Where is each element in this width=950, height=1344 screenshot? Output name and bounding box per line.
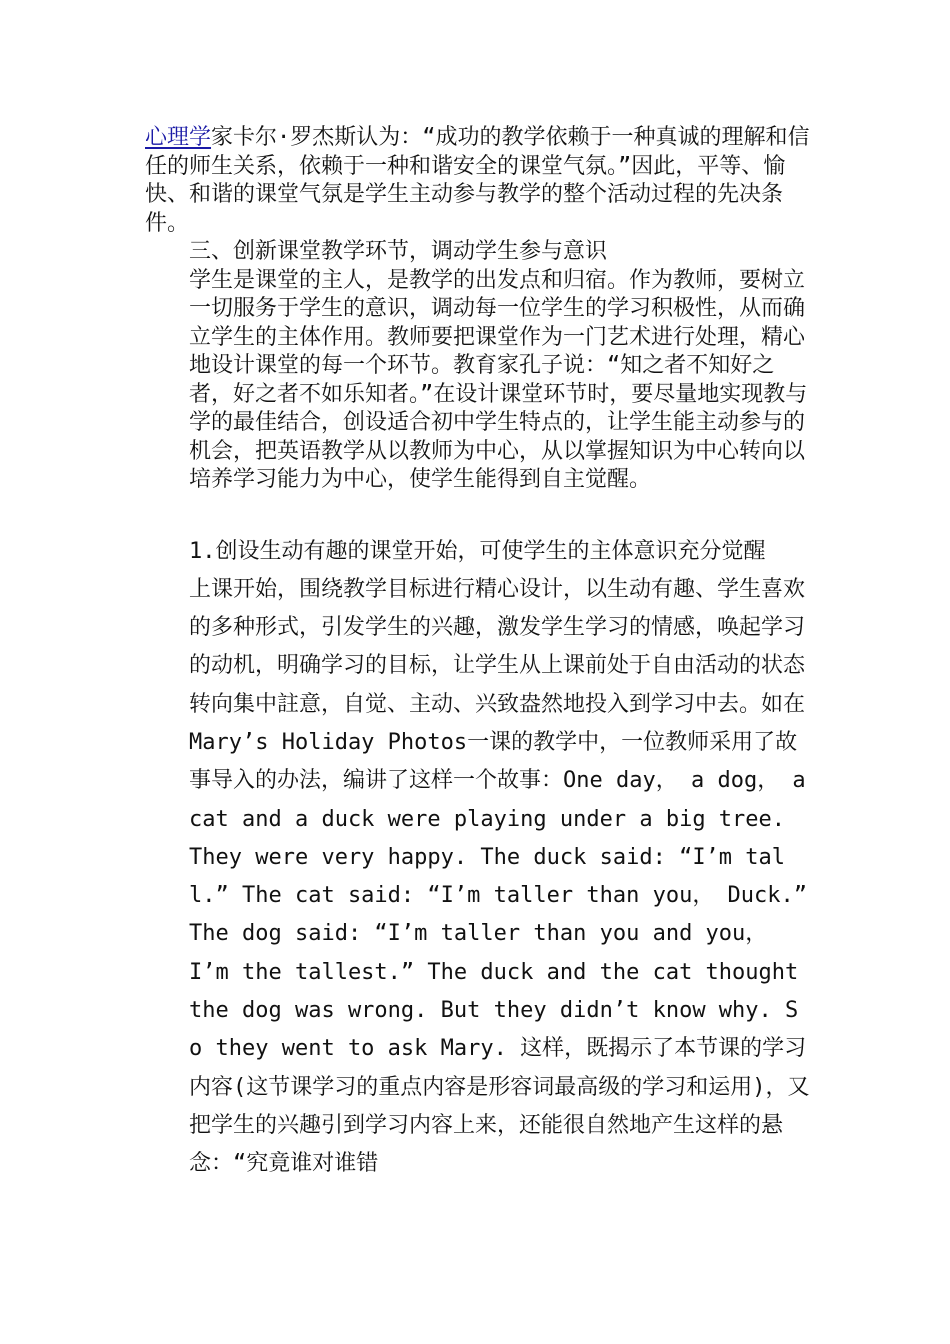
section-heading-three: 三、创新课堂教学环节，调动学生参与意识	[189, 239, 608, 264]
psychology-link[interactable]: 心理学	[145, 125, 212, 150]
paragraph-lesson-opening: 上课开始，围绕教学目标进行精心设计，以生动有趣、学生喜欢的多种形式，引发学生的兴趣，激发学生学习的情感，唤起学习的动机，明确学习的目标，让学生从上课前处于自由活动的状态转向集中註意，自觉、主动、兴致盎然地投入到学习中去。如在Mary’s Holiday Photos一课的教学中，一位教师采用了故事导入的办法，编讲了这样一个故事：One day， a dog， a cat and a duck were playing under a big tree. They were very happy. The duck said: “I’m tall.” The cat said: “I’m taller than you， Duck.” The dog said: “I’m taller than you and you， I’m the tallest.” The duck and the cat thought the dog was wrong. But they didn’t know why. So they went to ask Mary. 这样，既揭示了本节课的学习内容(这节课学习的重点内容是形容词最高级的学习和运用)，又把学生的兴趣引到学习内容上来，还能很自然地产生这样的悬念：“究竟谁对谁错	[189, 576, 821, 1177]
paragraph-carl-rogers	[145, 124, 810, 238]
paragraph-students-as-masters: 学生是课堂的主人，是教学的出发点和归宿。作为教师，要树立一切服务于学生的意识，调动每一位学生的学习积极性，从而确立学生的主体作用。教师要把课堂作为一门艺术进行处理，精心地设计课堂的每一个环节。教育家孔子说：“知之者不知好之者，好之者不如乐知者。”在设计课堂环节时，要尽量地实现教与学的最佳结合，创设适合初中学生特点的，让学生能主动参与的机会，把英语教学从以教师为中心，从以掌握知识为中心转向以培养学习能力为中心，使学生能得到自主觉醒。	[189, 267, 808, 492]
subheading-one: 1.创设生动有趣的课堂开始，可使学生的主体意识充分觉醒	[189, 538, 766, 564]
paragraph-text: 家卡尔·罗杰斯认为：“成功的教学依赖于一种真诚的理解和信任的师生关系，依赖于一种和谐安全的课堂气氛。”因此，平等、愉快、和谐的课堂气氛是学生主动参与教学的整个活动过程的先决条件。	[145, 125, 810, 236]
document-page	[145, 124, 821, 1184]
